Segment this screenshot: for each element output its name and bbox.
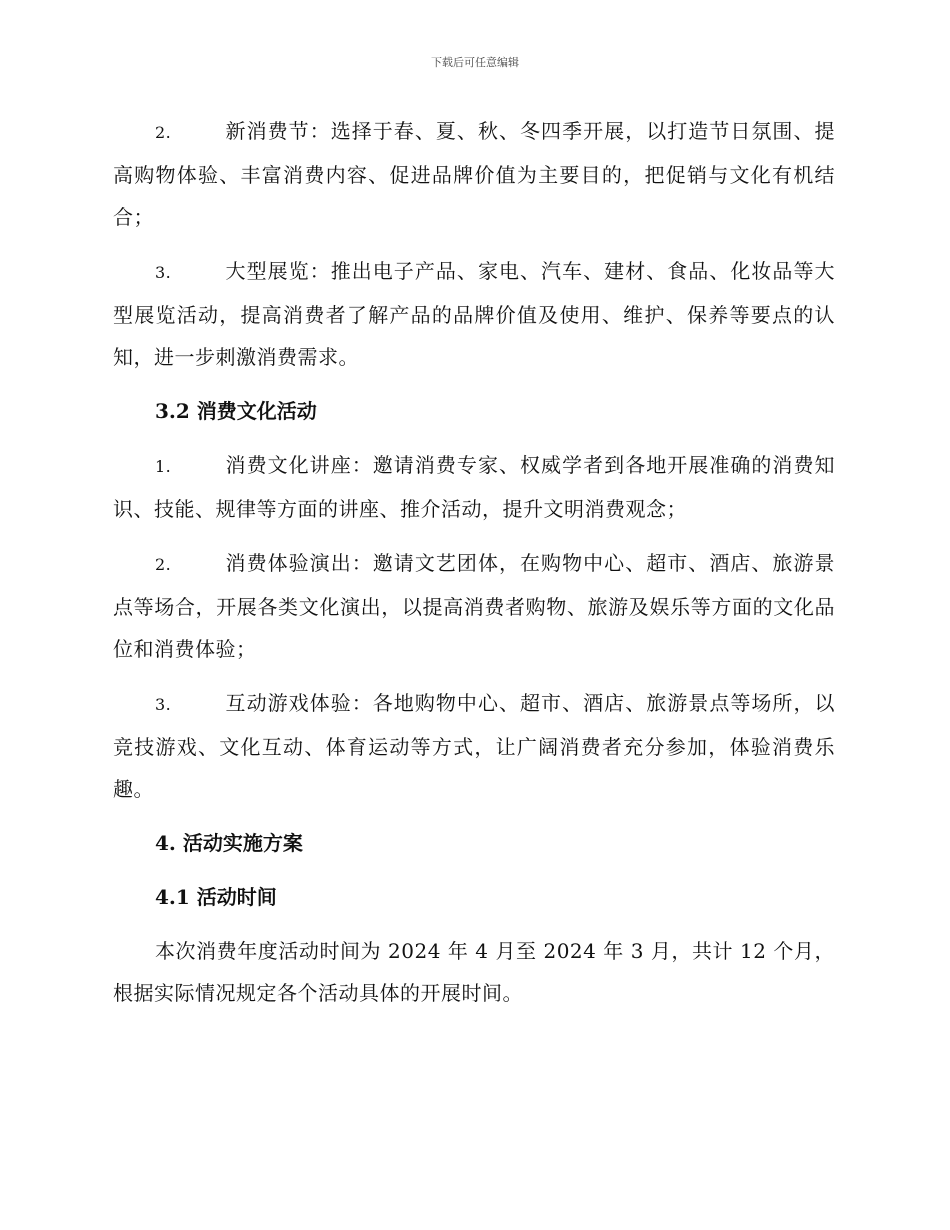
list-number: 3. xyxy=(155,695,172,714)
list-number: 2. xyxy=(155,123,172,142)
list-number: 2. xyxy=(155,555,172,574)
subsection-heading: 4.1 活动时间 xyxy=(155,885,277,909)
list-item xyxy=(113,682,835,810)
list-text: 消费体验演出：邀请文艺团体，在购物中心、超市、酒店、旅游景点等场合，开展各类文化演出，以提高消费者购物、旅游及娱乐等方面的文化品位和消费体验； xyxy=(113,551,835,661)
list-text: 新消费节：选择于春、夏、秋、冬四季开展，以打造节日氛围、提高购物体验、丰富消费内容、促进品牌价值为主要目的，把促销与文化有机结合； xyxy=(113,119,835,229)
list-item xyxy=(113,542,835,670)
document-body xyxy=(113,110,835,1026)
list-item xyxy=(113,444,835,530)
list-item xyxy=(113,110,835,238)
list-text: 消费文化讲座：邀请消费专家、权威学者到各地开展准确的消费知识、技能、规律等方面的讲座、推介活动，提升文明消费观念； xyxy=(113,453,835,521)
list-number: 1. xyxy=(155,457,172,476)
list-number: 3. xyxy=(155,263,172,282)
body-paragraph: 本次消费年度活动时间为 2024 年 4 月至 2024 年 3 月，共计 12 个月，根据实际情况规定各个活动具体的开展时间。 xyxy=(113,939,835,1005)
list-text: 大型展览：推出电子产品、家电、汽车、建材、食品、化妆品等大型展览活动，提高消费者了解产品的品牌价值及使用、维护、保养等要点的认知，进一步刺激消费需求。 xyxy=(113,259,835,369)
list-item xyxy=(113,250,835,378)
section-heading: 4. 活动实施方案 xyxy=(155,831,303,855)
page-header: 下载后可任意编辑 xyxy=(431,56,519,69)
section-heading: 3.2 消费文化活动 xyxy=(155,399,317,423)
list-text: 互动游戏体验：各地购物中心、超市、酒店、旅游景点等场所，以竞技游戏、文化互动、体育运动等方式，让广阔消费者充分参加，体验消费乐趣。 xyxy=(113,691,835,801)
